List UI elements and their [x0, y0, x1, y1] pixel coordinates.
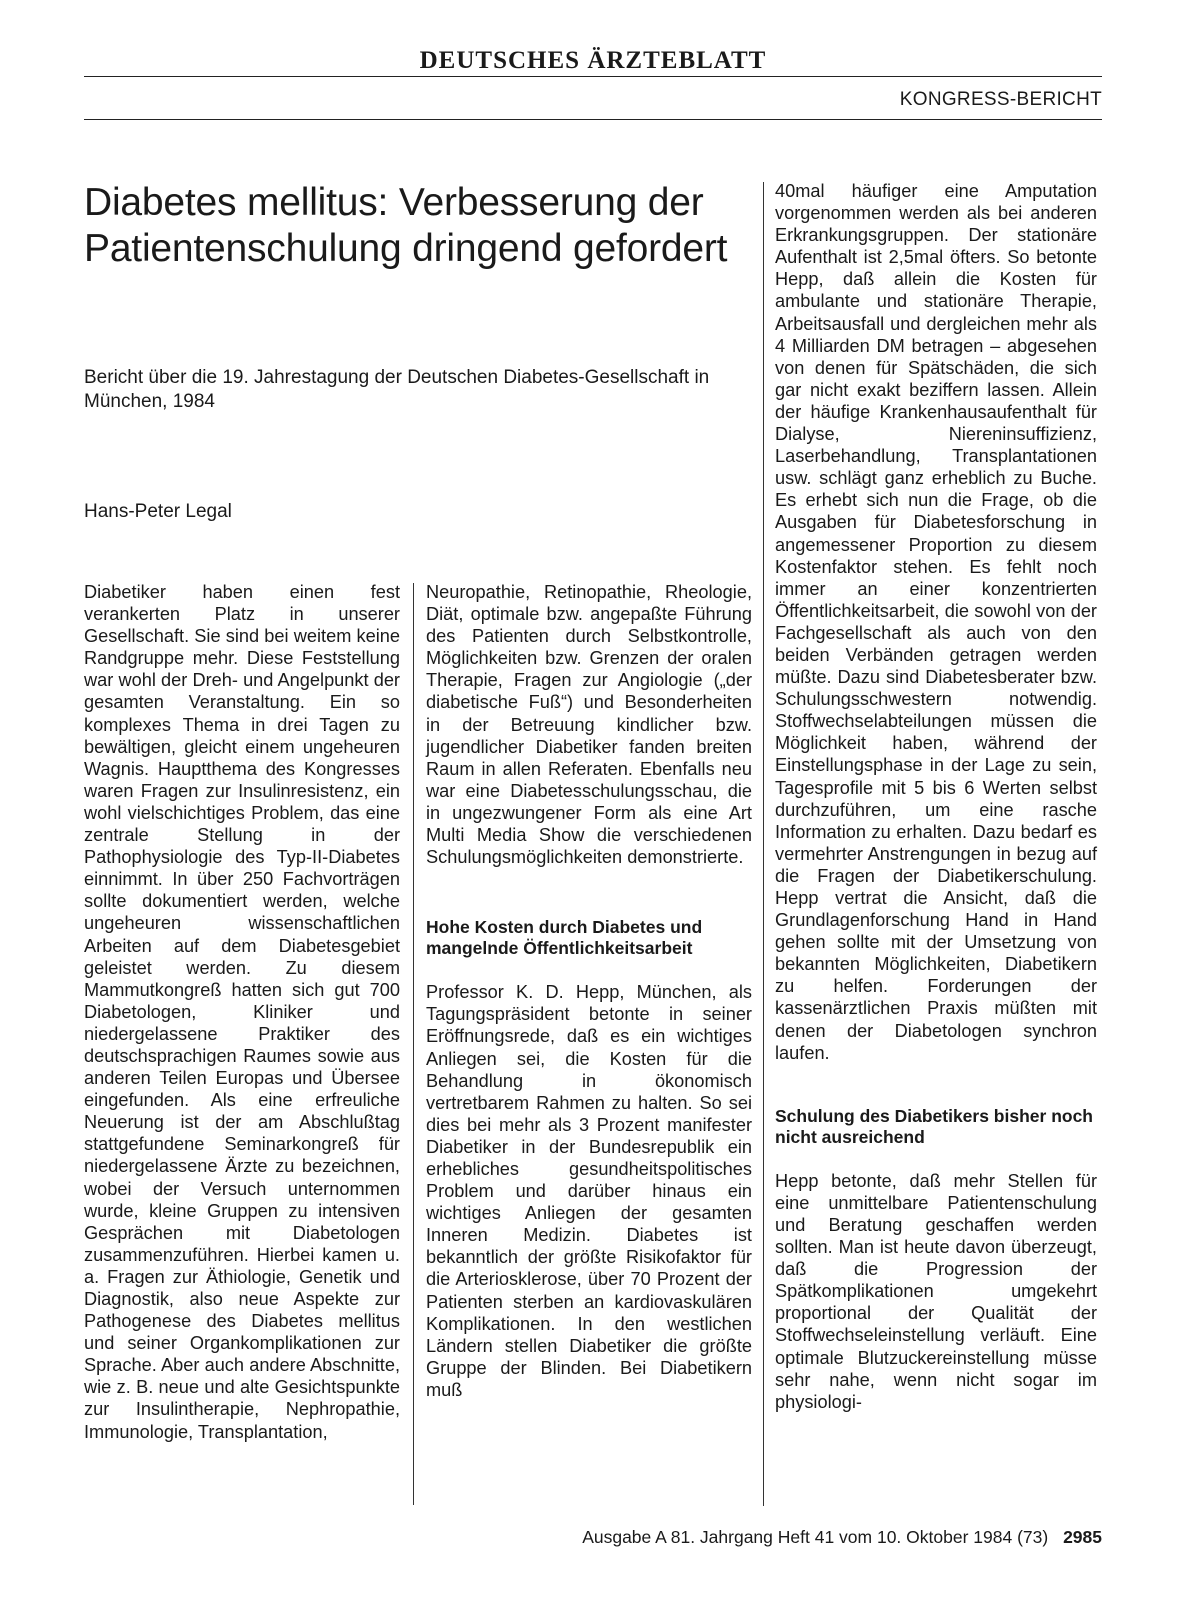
article-subtitle: Bericht über die 19. Jahrestagung der Deutschen Diabetes-Gesellschaft in München, 1984	[84, 367, 710, 412]
header-bottom-rule	[84, 119, 1102, 120]
section-heading: Schulung des Diabetikers bisher noch nicht ausreichend	[775, 1105, 1093, 1147]
article-author: Hans-Peter Legal	[84, 501, 232, 522]
page-number: 2985	[1063, 1527, 1102, 1547]
body-paragraph: 40mal häufiger eine Amputation vorgenommen werden als bei anderen Erkrankungsgruppen. Der stationäre Aufenthalt ist 2,5mal öfters. So betonte Hepp, daß allein die Kosten für ambulante und stationäre Therapie, Arbeitsausfall und dergleichen mehr als 4 Milliarden DM betragen – abgesehen von denen für Spätschäden, die sich gar nicht exakt beziffern lassen. Allein der häufige Krankenhausaufenthalt für Dialyse, Niereninsuffizienz, Laserbehandlung, Transplantationen usw. schlägt ganz erheblich zu Buche. Es erhebt sich nun die Frage, ob die Ausgaben für Diabetesforschung in angemessener Proportion zu diesem Kostenfaktor stehen. Es fehlt noch immer an einer konzentrierten Öffentlichkeitsarbeit, die sowohl von der Fachgesellschaft als auch von den beiden Verbänden getragen werden müßte. Dazu sind Diabetesberater bzw. Schulungsschwestern notwendig. Stoffwechselabteilungen müssen die Möglichkeit haben, während der Einstellungsphase in der Lage zu sein, Tagesprofile mit 5 bis 6 Werten selbst durchzuführen, um eine rasche Information zu erhalten. Dazu bedarf es vermehrter Anstrengungen in bezug auf die Fragen der Diabetikerschulung. Hepp vertrat die Ansicht, daß die Grundlagenforschung Hand in Hand gehen sollte mit der Umsetzung von bekannten Möglichkeiten, Diabetikern zu helfen. Forderungen der kassenärztlichen Praxis müßten mit denen der Diabetologen synchron laufen.	[775, 181, 1097, 1063]
text-column-3	[775, 180, 1097, 1413]
article-title: Diabetes mellitus: Verbesserung der Patientenschulung dringend gefordert	[84, 181, 728, 270]
column-divider	[413, 583, 414, 1505]
section-heading: Hohe Kosten durch Diabetes und mangelnde Öffentlichkeitsarbeit	[426, 917, 703, 959]
text-column-2	[426, 581, 752, 1401]
body-paragraph: Professor K. D. Hepp, München, als Tagungspräsident betonte in seiner Eröffnungsrede, daß es ein wichtiges Anliegen sei, die Kosten für die Behandlung in ökonomisch vertretbarem Rahmen zu halten. So sei dies bei mehr als 3 Prozent manifester Diabetiker in der Bundesrepublik ein erhebliches gesundheitspolitisches Problem und darüber hinaus ein wichtiges Anliegen der gesamten Inneren Medizin. Diabetes ist bekanntlich der größte Risikofaktor für die Arteriosklerose, über 70 Prozent der Patienten sterben an kardiovaskulären Komplikationen. In den westlichen Ländern stellen Diabetiker die größte Gruppe der Blinden. Bei Diabetikern muß	[426, 982, 752, 1400]
page-footer	[582, 1526, 1102, 1548]
issue-info: Ausgabe A 81. Jahrgang Heft 41 vom 10. Oktober 1984 (73)	[582, 1527, 1049, 1547]
body-paragraph: Hepp betonte, daß mehr Stellen für eine unmittelbare Patientenschulung und Beratung geschaffen werden sollten. Man ist heute davon überzeugt, daß die Progression der Spätkomplikationen umgekehrt proportional der Qualität der Stoffwechseleinstellung verläuft. Eine optimale Blutzuckereinstellung müsse sehr nahe, wenn nicht sogar im physiologi-	[775, 1170, 1097, 1412]
section-label: KONGRESS-BERICHT	[899, 89, 1102, 110]
masthead-rule	[84, 76, 1102, 77]
body-paragraph: Diabetiker haben einen fest verankerten Platz in unserer Gesellschaft. Sie sind bei weitem keine Randgruppe mehr. Diese Feststellung war wohl der Dreh- und Angelpunkt der gesamten Veranstaltung. Ein so komplexes Thema in drei Tagen zu bewältigen, gleicht einem ungeheuren Wagnis. Hauptthema des Kongresses waren Fragen zur Insulinresistenz, ein wohl vielschichtiges Problem, das eine zentrale Stellung in der Pathophysiologie des Typ-II-Diabetes einnimmt. In über 250 Fachvorträgen sollte dokumentiert werden, welche ungeheuren wissenschaftlichen Arbeiten auf dem Diabetesgebiet geleistet werden. Zu diesem Mammutkongreß hatten sich gut 700 Diabetologen, Kliniker und niedergelassene Praktiker des deutschsprachigen Raumes sowie aus anderen Teilen Europas und Übersee eingefunden. Als eine erfreuliche Neuerung ist der am Abschlußtag stattgefundene Seminarkongreß für niedergelassene Ärzte zu bezeichnen, wobei der Versuch unternommen wurde, kleine Gruppen zu intensiven Gesprächen mit Diabetologen zusammenzuführen. Hierbei kamen u. a. Fragen zur Äthiologie, Genetik und Diagnostik, also neue Aspekte zur Pathogenese des Diabetes mellitus und seiner Organkomplikationen zur Sprache. Aber auch andere Abschnitte, wie z. B. neue und alte Gesichtspunkte zur Insulintherapie, Nephropathie, Immunologie, Transplantation,	[84, 582, 400, 1442]
journal-masthead: DEUTSCHES ÄRZTEBLATT	[419, 47, 767, 74]
column-divider	[763, 182, 764, 1506]
text-column-1	[84, 581, 400, 1443]
body-paragraph: Neuropathie, Retinopathie, Rheologie, Diät, optimale bzw. angepaßte Führung des Patienten durch Selbstkontrolle, Möglichkeiten bzw. Grenzen der oralen Therapie, Fragen zur Angiologie („der diabetische Fuß“) und Besonderheiten in der Betreuung kindlicher bzw. jugendlicher Diabetiker fanden breiten Raum in allen Referaten. Ebenfalls neu war eine Diabetesschulungsschau, die in ungezwungener Form als eine Art Multi Media Show die verschiedenen Schulungsmöglichkeiten demonstrierte.	[426, 582, 752, 868]
